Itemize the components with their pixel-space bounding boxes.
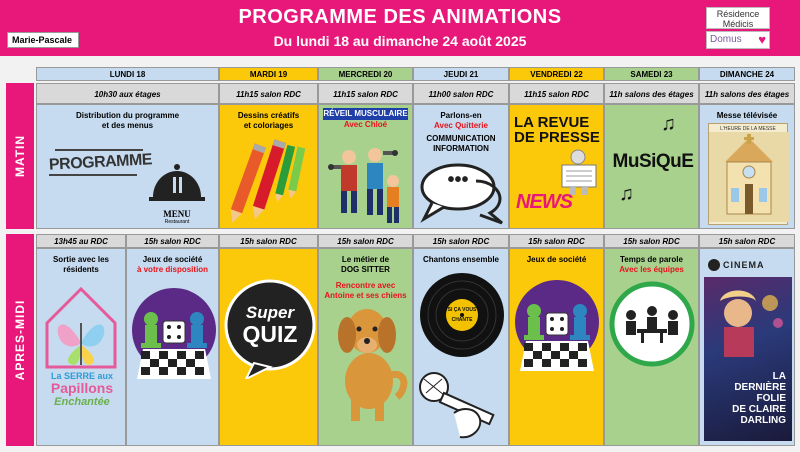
activity-text: résidents: [63, 265, 99, 274]
board-game-icon: [131, 287, 217, 383]
activity-title: RÉVEIL MUSCULAIRE: [323, 109, 408, 118]
movie-poster: [704, 277, 792, 441]
time-morning-thu: 11h00 salon RDC: [413, 83, 509, 104]
vinyl-record-icon: SI ÇA VOUS CHANTE: [418, 271, 506, 359]
music-notes-icon: ♫: [661, 113, 676, 135]
film-title: DERNIÈRE: [734, 382, 786, 393]
meeting-icon: [609, 281, 695, 367]
butterfly-house-logo: [43, 283, 119, 369]
activity-host: Avec Quitterie: [434, 121, 488, 130]
activity-text: Jeux de société: [526, 255, 587, 264]
menu-cloche-icon: MENU Restaurant: [145, 161, 209, 223]
programme-sign: PROGRAMME: [49, 149, 149, 189]
day-header-mon: LUNDI 18: [36, 67, 219, 81]
time-afternoon-thu: 15h salon RDC: [413, 234, 509, 248]
activity-afternoon-sat: [604, 248, 699, 446]
time-morning-sun: 11h salons des étages: [699, 83, 795, 104]
pencils-icon: [226, 135, 314, 227]
exercise-icon: [327, 141, 407, 227]
author-label: Marie-Pascale: [7, 32, 79, 48]
time-morning-mon: 10h30 aux étages: [36, 83, 219, 104]
activity-text: Jeux de société: [142, 255, 203, 264]
activity-afternoon-mon-2: [126, 248, 219, 446]
activity-morning-sat: [604, 104, 699, 229]
afternoon-row-label: APRES-MIDI: [6, 234, 34, 446]
activity-host: Avec les équipes: [619, 265, 684, 274]
time-afternoon-mon-2: 15h salon RDC: [126, 234, 219, 248]
residence-line2: Médicis: [722, 19, 754, 29]
film-title: LA: [772, 371, 786, 382]
activity-text: à votre disposition: [136, 265, 209, 274]
heart-icon: ♥: [758, 32, 766, 47]
day-header-sat: SAMEDI 23: [604, 67, 699, 81]
dog-icon: [325, 305, 409, 423]
news-label: NEWS: [516, 191, 572, 213]
time-afternoon-wed: 15h salon RDC: [318, 234, 413, 248]
page-title: PROGRAMME DES ANIMATIONS: [238, 6, 562, 28]
activity-afternoon-sun: [699, 248, 795, 446]
morning-row-label: MATIN: [6, 83, 34, 229]
activity-text: Parlons-en: [440, 111, 482, 120]
header-banner: [0, 0, 800, 56]
serre-logo-text: La SERRE aux Papillons Enchantée: [50, 371, 114, 408]
board-game-icon: [514, 279, 600, 375]
activity-afternoon-mon-1: [36, 248, 126, 446]
microphone-icon: [418, 367, 506, 443]
activity-morning-wed: [318, 104, 413, 229]
time-afternoon-tue: 15h salon RDC: [219, 234, 318, 248]
film-title: DARLING: [740, 415, 786, 426]
activity-morning-tue: [219, 104, 318, 229]
activity-text: et coloriages: [243, 121, 294, 130]
music-notes-icon: ♫: [619, 183, 634, 205]
activity-afternoon-fri: [509, 248, 604, 446]
day-header-fri: VENDREDI 22: [509, 67, 604, 81]
day-header-wed: MERCREDI 20: [318, 67, 413, 81]
time-afternoon-mon-1: 13h45 au RDC: [36, 234, 126, 248]
time-afternoon-sat: 15h salon RDC: [604, 234, 699, 248]
time-morning-fri: 11h15 salon RDC: [509, 83, 604, 104]
day-header-sun: DIMANCHE 24: [699, 67, 795, 81]
activity-afternoon-tue: [219, 248, 318, 446]
activity-text: Le métier de: [341, 255, 390, 264]
activity-host: Rencontre avec: [335, 281, 396, 290]
newspaper-reader-icon: [558, 149, 600, 195]
day-header-tue: MARDI 19: [219, 67, 318, 81]
time-morning-wed: 11h15 salon RDC: [318, 83, 413, 104]
super-quiz-bubble: Super QUIZ: [224, 279, 316, 379]
activity-text: et des menus: [101, 121, 154, 130]
activity-host: Antoine et ses chiens: [324, 291, 407, 300]
cinema-label: CINEMA: [708, 259, 788, 271]
activity-morning-sun: [699, 104, 795, 229]
activity-text: Temps de parole: [620, 255, 683, 264]
activity-host: Avec Chloé: [343, 120, 388, 129]
activity-text: Dessins créatifs: [237, 111, 300, 120]
time-afternoon-sun: 15h salon RDC: [699, 234, 795, 248]
residence-line1: Résidence: [716, 9, 760, 19]
press-review-logo: LA REVUE DE PRESSE: [514, 114, 600, 146]
residence-logo: [706, 7, 770, 29]
activity-text: Sortie avec les: [52, 255, 110, 264]
activity-afternoon-wed: [318, 248, 413, 446]
mass-poster: L'HEURE DE LA MESSE: [708, 123, 788, 225]
page-subtitle: Du lundi 18 au dimanche 24 août 2025: [273, 33, 527, 49]
activity-afternoon-thu: [413, 248, 509, 446]
activity-text: Messe télévisée: [716, 111, 778, 120]
music-word: MuSiQuE: [612, 151, 694, 172]
time-morning-tue: 11h15 salon RDC: [219, 83, 318, 104]
film-title: FOLIE: [756, 393, 786, 404]
day-header-thu: JEUDI 21: [413, 67, 509, 81]
domus-logo: [706, 31, 770, 49]
time-morning-sat: 11h salons des étages: [604, 83, 699, 104]
activity-text: COMMUNICATION: [426, 134, 496, 143]
activity-text: Distribution du programme: [75, 111, 180, 120]
domus-label: Domus: [710, 34, 742, 45]
activity-morning-thu: [413, 104, 509, 229]
film-title: DE CLAIRE: [732, 404, 786, 415]
activity-morning-fri: [509, 104, 604, 229]
film-reel-icon: [708, 259, 720, 271]
speech-bubble-icon: •••: [418, 161, 506, 225]
time-afternoon-fri: 15h salon RDC: [509, 234, 604, 248]
activity-morning-mon: [36, 104, 219, 229]
activity-text: DOG SITTER: [341, 265, 390, 274]
activity-text: Chantons ensemble: [422, 255, 499, 264]
activity-text: INFORMATION: [433, 144, 489, 153]
